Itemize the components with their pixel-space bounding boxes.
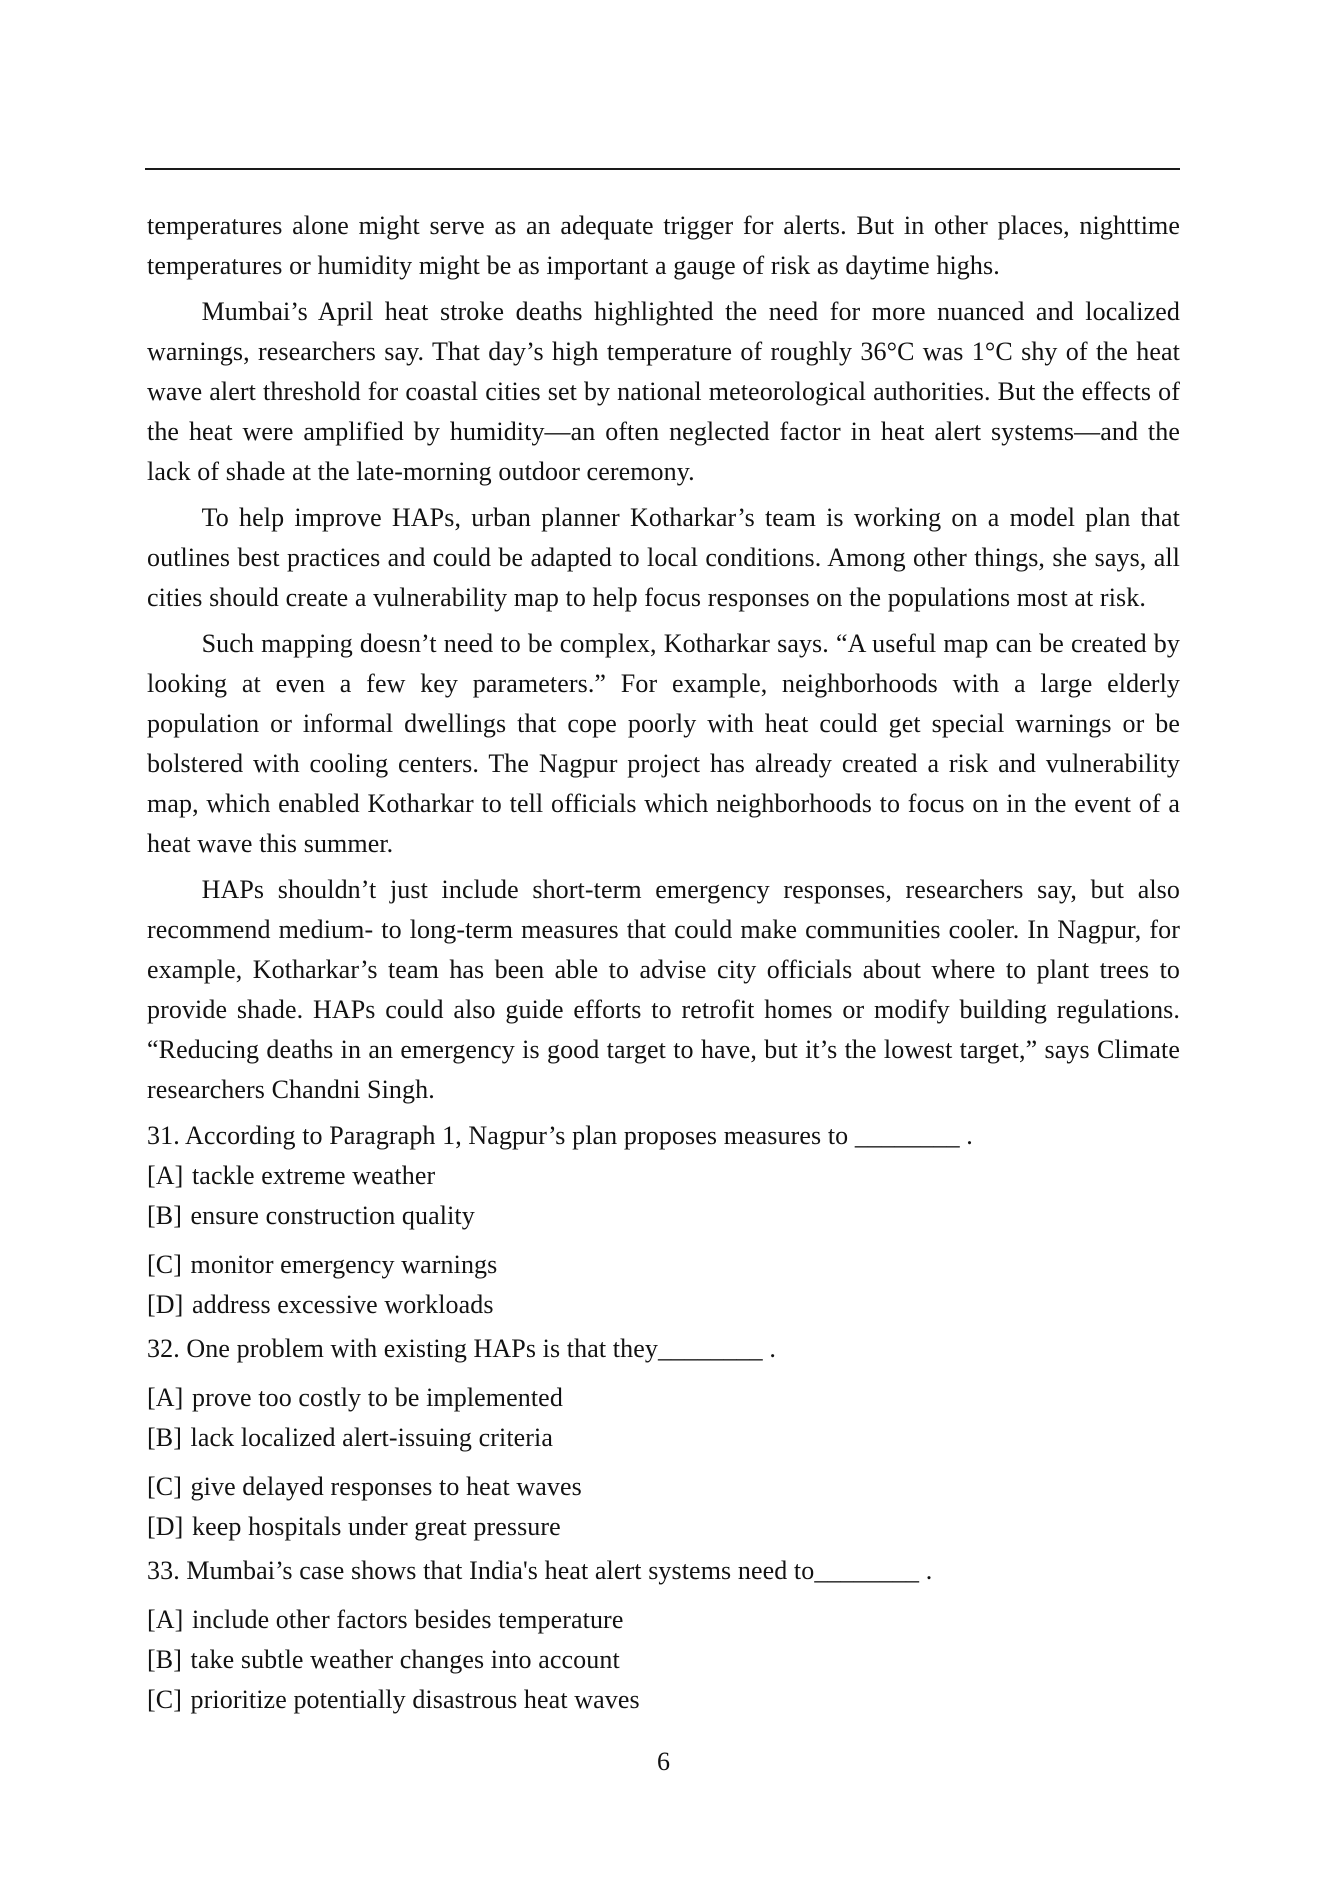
option-key: [B] [147,1201,182,1230]
passage-paragraph: Such mapping doesn’t need to be complex, Kotharkar says. “A useful map can be created by looking at even a few key parameters.” For example, neighborhoods with a large elderly population or informal dwellings that cope poorly with heat could get special warnings or be bolstered with cooling centers. The Nagpur project has already created a risk and vulnerability map, which enabled Kotharkar to tell officials which neighborhoods to focus on in the event of a heat wave this summer. [147,629,1180,858]
question-option [147,1378,1180,1418]
option-text: ensure construction quality [190,1201,475,1230]
page-content [147,206,1180,1720]
question-option [147,1640,1180,1680]
page-number: 6 [657,1747,670,1776]
option-text: address excessive workloads [191,1290,494,1319]
option-key: [C] [147,1685,182,1714]
passage-paragraph: To help improve HAPs, urban planner Kotharkar’s team is working on a model plan that outlines best practices and could be adapted to local conditions. Among other things, she says, all cities should create a vulnerability map to help focus responses on the populations most at risk. [147,503,1180,612]
option-text: include other factors besides temperature [191,1605,624,1634]
passage-paragraph: Mumbai’s April heat stroke deaths highlighted the need for more nuanced and localized warnings, researchers say. That day’s high temperature of roughly 36°C was 1°C shy of the heat wave alert threshold for coastal cities set by national meteorological authorities. But the effects of the heat were amplified by humidity—an often neglected factor in heat alert systems—and the lack of shade at the late-morning outdoor ceremony. [147,297,1180,486]
option-key: [A] [147,1383,184,1412]
option-key: [A] [147,1161,184,1190]
question-stem: 33. Mumbai’s case shows that India's heat alert systems need to________ . [147,1556,933,1585]
question-32 [147,1329,1180,1547]
question-option [147,1245,1180,1285]
option-text: take subtle weather changes into account [190,1645,620,1674]
option-key: [B] [147,1423,182,1452]
option-text: monitor emergency warnings [190,1250,498,1279]
option-text: lack localized alert-issuing criteria [190,1423,554,1452]
question-option [147,1285,1180,1325]
passage-paragraph: HAPs shouldn’t just include short-term emergency responses, researchers say, but also recommend medium- to long-term measures that could make communities cooler. In Nagpur, for example, Kotharkar’s team has been able to advise city officials about where to plant trees to provide shade. HAPs could also guide efforts to retrofit homes or modify building regulations. “Reducing deaths in an emergency is good target to have, but it’s the lowest target,” says Climate researchers Chandni Singh. [147,875,1180,1104]
question-option [147,1600,1180,1640]
option-key: [C] [147,1472,182,1501]
question-option [147,1680,1180,1720]
option-key: [B] [147,1645,182,1674]
question-31 [147,1116,1180,1325]
question-stem: 31. According to Paragraph 1, Nagpur’s plan proposes measures to ________ . [147,1121,973,1150]
option-key: [C] [147,1250,182,1279]
option-key: [D] [147,1512,184,1541]
header-rule [145,168,1180,170]
option-text: give delayed responses to heat waves [190,1472,582,1501]
option-key: [D] [147,1290,184,1319]
question-stem: 32. One problem with existing HAPs is that they________ . [147,1334,776,1363]
option-key: [A] [147,1605,184,1634]
question-option [147,1156,1180,1196]
question-33 [147,1551,1180,1720]
question-option [147,1196,1180,1236]
option-text: prove too costly to be implemented [191,1383,563,1412]
question-option [147,1467,1180,1507]
option-text: tackle extreme weather [191,1161,436,1190]
question-option [147,1507,1180,1547]
option-text: keep hospitals under great pressure [191,1512,561,1541]
passage-paragraph: temperatures alone might serve as an adequate trigger for alerts. But in other places, nighttime temperatures or humidity might be as important a gauge of risk as daytime highs. [147,211,1180,280]
question-option [147,1418,1180,1458]
option-text: prioritize potentially disastrous heat waves [190,1685,640,1714]
